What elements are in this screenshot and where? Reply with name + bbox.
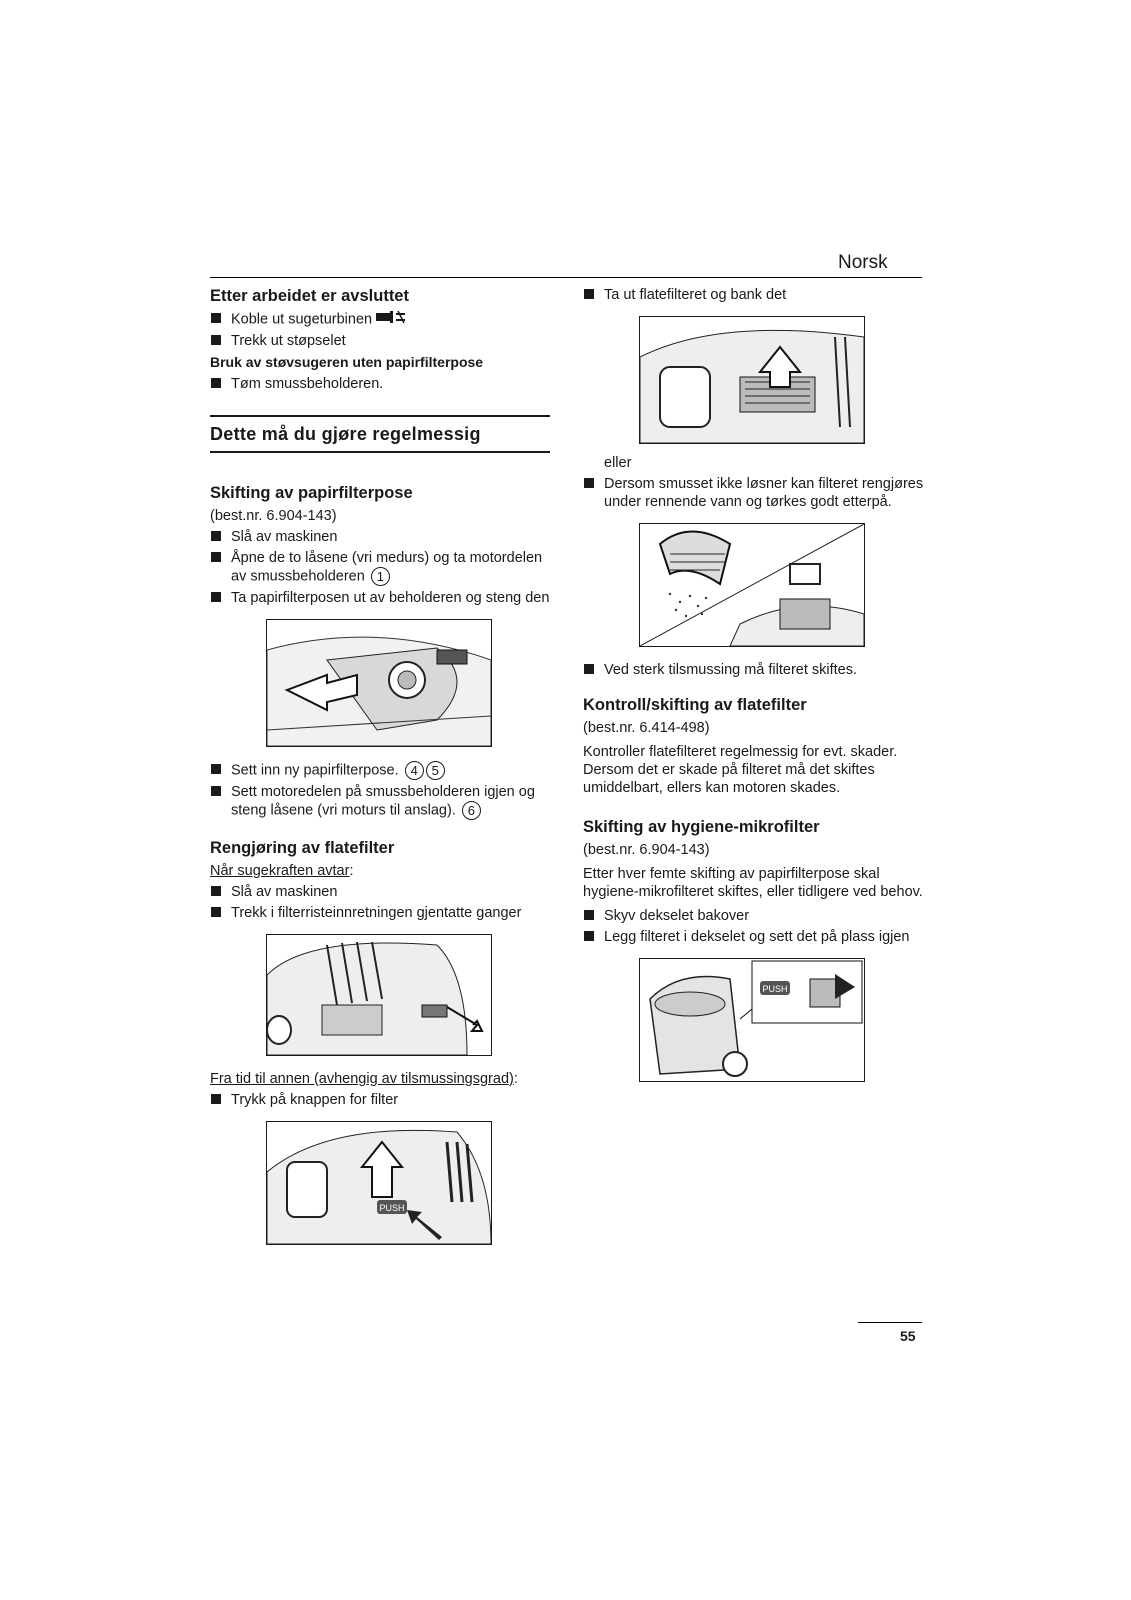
right-column	[583, 286, 928, 1096]
hygiene-text: Etter hver femte skifting av papirfilterpose skal hygiene-mikrofilteret skiftes, eller tidligere ved behov.	[583, 866, 923, 900]
push-label: PUSH	[379, 1203, 405, 1213]
time-note: Fra tid til annen (avhengig av tilsmussingsgrad):	[210, 1071, 518, 1087]
figure-filter-button	[266, 1121, 492, 1245]
list-item: Ta ut flatefilteret og bank det	[583, 286, 928, 304]
page-number: 55	[900, 1328, 916, 1344]
list-item: Slå av maskinen	[210, 528, 550, 546]
step-marker: 1	[371, 567, 390, 586]
list-item: Ta papirfilterposen ut av beholderen og steng den	[210, 589, 550, 607]
plug-icon	[376, 310, 406, 329]
flat-check-title: Kontroll/skifting av flatefilter	[583, 696, 807, 714]
list-item: Ved sterk tilsmussing må filteret skiftes.	[583, 661, 928, 679]
push-label: PUSH	[762, 984, 788, 994]
figure-hygiene-filter	[639, 958, 865, 1082]
language-label: Norsk	[838, 252, 888, 273]
part-number: (best.nr. 6.414-498)	[583, 720, 710, 736]
flat-check-text: Kontroller flatefilteret regelmessig for evt. skader. Dersom det er skade på filteret må det skiftes umiddelbart, ellers kan motoren skades.	[583, 744, 898, 796]
section-title: Dette må du gjøre regelmessig	[210, 424, 481, 444]
condition-note: Når sugekraften avtar:	[210, 863, 354, 879]
list-item: Koble ut sugeturbinen	[210, 310, 550, 329]
list-item: Trykk på knappen for filter	[210, 1091, 550, 1109]
list-item: Tøm smussbeholderen.	[210, 375, 550, 393]
part-number: (best.nr. 6.904-143)	[210, 508, 337, 524]
list-item: Trekk ut støpselet	[210, 332, 550, 350]
figure-rinse-filter	[639, 523, 865, 647]
step-marker: 5	[426, 761, 445, 780]
paper-bag-title: Skifting av papirfilterpose	[210, 484, 413, 502]
footer-rule	[858, 1322, 922, 1323]
step-marker: 6	[462, 801, 481, 820]
figure-filter-shaker	[266, 934, 492, 1056]
list-item: Åpne de to låsene (vri medurs) og ta motordelen av smussbeholderen 1	[210, 549, 550, 586]
flat-clean-title: Rengjøring av flatefilter	[210, 839, 395, 857]
figure-paper-bag	[266, 619, 492, 747]
list-item: Legg filteret i dekselet og sett det på plass igjen	[583, 928, 928, 946]
list-item: Slå av maskinen	[210, 883, 550, 901]
step-marker: 4	[405, 761, 424, 780]
list-item: Sett inn ny papirfilterpose. 4 5	[210, 761, 550, 780]
list-item: Sett motoredelen på smussbeholderen igjen og steng låsene (vri moturs til anslag). 6	[210, 783, 550, 820]
hygiene-title: Skifting av hygiene-mikrofilter	[583, 818, 820, 836]
list-item: Dersom smusset ikke løsner kan filteret rengjøres under rennende vann og tørkes godt etterpå.	[583, 475, 928, 511]
no-bag-subhead: Bruk av støvsugeren uten papirfilterpose	[210, 354, 484, 370]
header-rule	[210, 277, 922, 278]
left-column	[210, 286, 550, 1259]
or-label: eller	[604, 455, 632, 471]
after-work-title: Etter arbeidet er avsluttet	[210, 287, 409, 305]
list-item: Skyv dekselet bakover	[583, 907, 928, 925]
part-number: (best.nr. 6.904-143)	[583, 842, 710, 858]
figure-take-out-filter	[639, 316, 865, 444]
list-item: Trekk i filterristeinnretningen gjentatte ganger	[210, 904, 550, 922]
section-header	[210, 415, 550, 453]
